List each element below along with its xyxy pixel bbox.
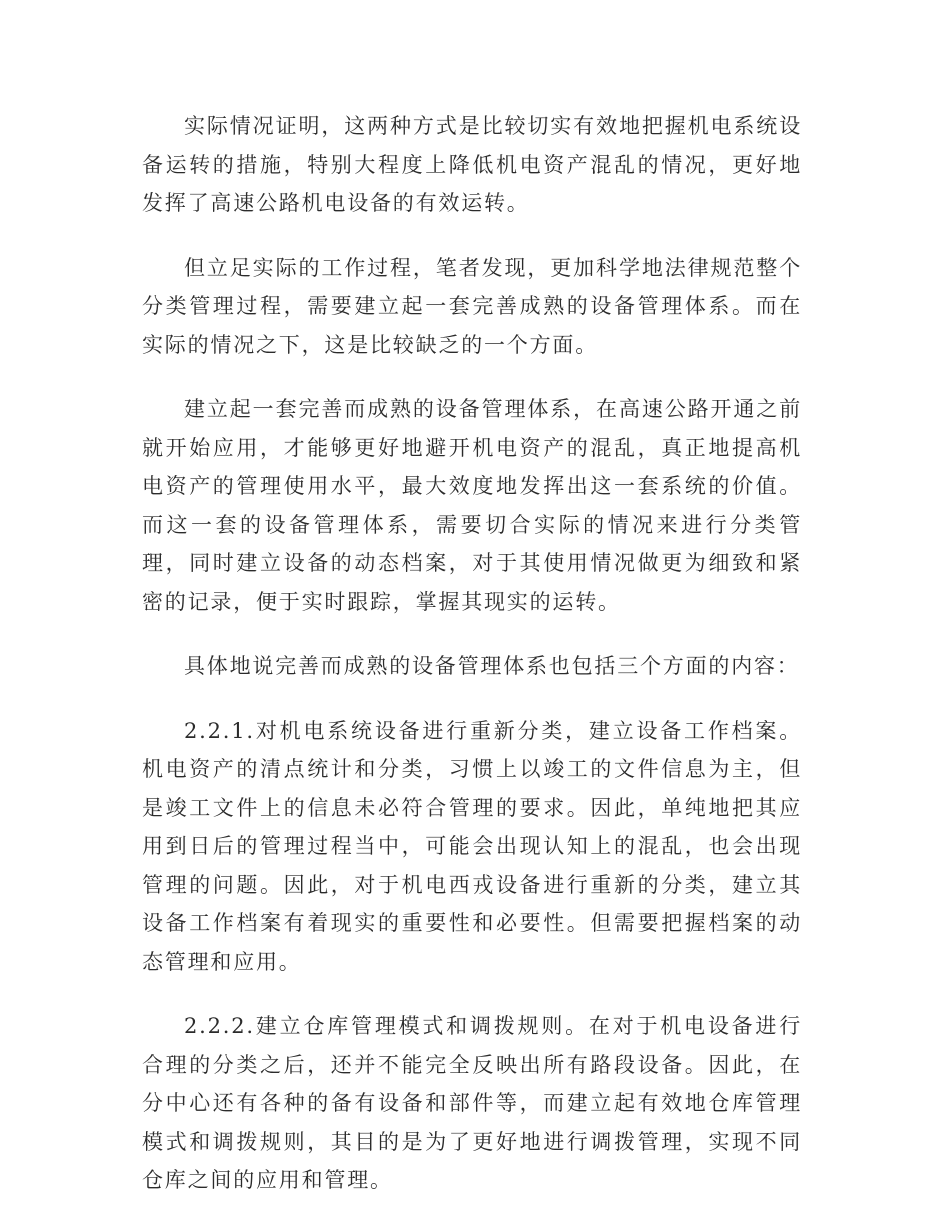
paragraph-1: 实际情况证明，这两种方式是比较切实有效地把握机电系统设备运转的措施，特别大程度上降低机电资产混乱的情况，更好地发挥了高速公路机电设备的有效运转。: [142, 114, 802, 215]
paragraph-4: 具体地说完善而成熟的设备管理体系也包括三个方面的内容：: [184, 654, 800, 678]
paragraph-5: 2.2.1.对机电系统设备进行重新分类，建立设备工作档案。机电资产的清点统计和分类，习惯上以竣工的文件信息为主，但是竣工文件上的信息未必符合管理的要求。因此，单纯地把其应用到日后的管理过程当中，可能会出现认知上的混乱，也会出现管理的问题。因此，对于机电西戎设备进行重新的分类，建立其设备工作档案有着现实的重要性和必要性。但需要把握档案的动态管理和应用。: [142, 718, 802, 974]
paragraph-6: 2.2.2.建立仓库管理模式和调拨规则。在对于机电设备进行合理的分类之后，还并不能完全反映出所有路段设备。因此，在分中心还有各种的备有设备和部件等，而建立起有效地仓库管理模式和调拨规则，其目的是为了更好地进行调拨管理，实现不同仓库之间的应用和管理。: [142, 1014, 802, 1192]
paragraph-3: 建立起一套完善而成熟的设备管理体系，在高速公路开通之前就开始应用，才能够更好地避开机电资产的混乱，真正地提高机电资产的管理使用水平，最大效度地发挥出这一套系统的价值。而这一套的设备管理体系，需要切合实际的情况来进行分类管理，同时建立设备的动态档案，对于其使用情况做更为细致和紧密的记录，便于实时跟踪，掌握其现实的运转。: [142, 397, 802, 614]
document-page: [142, 107, 802, 1226]
paragraph-2: 但立足实际的工作过程，笔者发现，更加科学地法律规范整个分类管理过程，需要建立起一套完善成熟的设备管理体系。而在实际的情况之下，这是比较缺乏的一个方面。: [142, 255, 802, 357]
